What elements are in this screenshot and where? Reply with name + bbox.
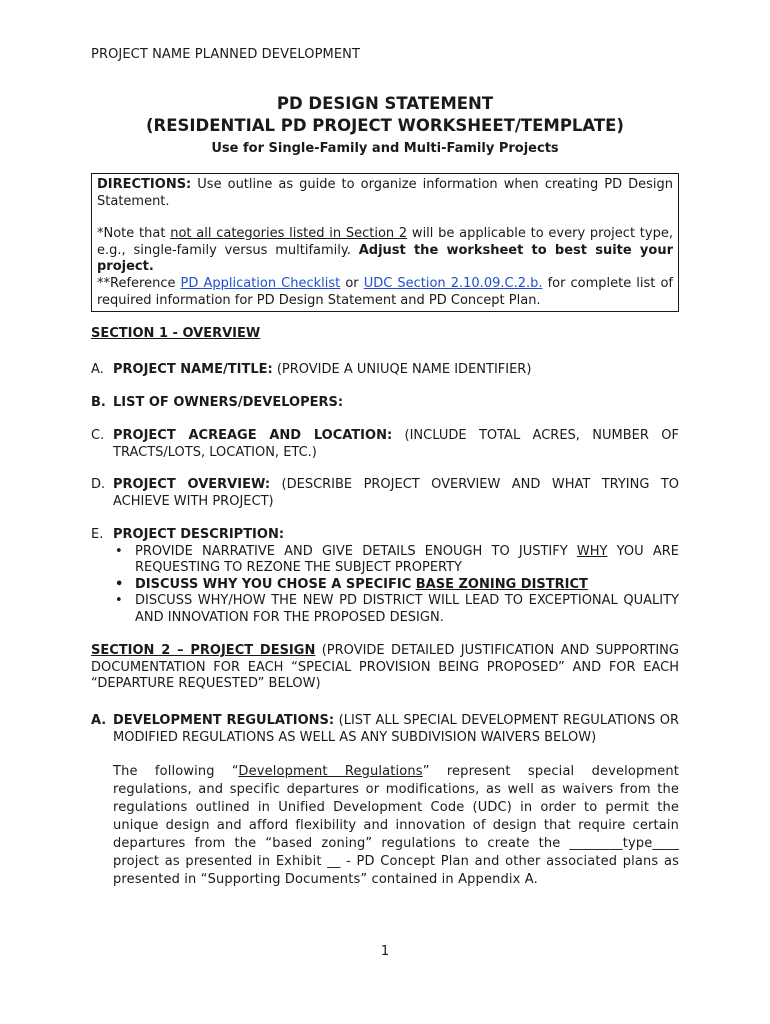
item-owners: B. LIST OF OWNERS/DEVELOPERS: — [91, 395, 344, 410]
directions-box — [91, 173, 679, 312]
regulations-paragraph: The following “Development Regulations” represent special development regulations, and specific departures or modifications, as well as waivers from the regulations outlined in Unified Development Code (UDC) in order to permit the unique design and afford flexibility and innovation of design that require certain departures from the “based zoning” regulations to create the ________type____ project as presented in Exhibit __ - PD Concept Plan and other associated plans as presented in “Supporting Documents” contained in Appendix A. — [113, 764, 679, 887]
document-subtitle: (RESIDENTIAL PD PROJECT WORKSHEET/TEMPLATE) — [146, 116, 624, 135]
directions-note: *Note that not all categories listed in Section 2 will be applicable to every project type, e.g., single-family versus multifamily. Adjust the worksheet to best suite your project. — [97, 226, 673, 275]
section-1-heading: SECTION 1 - OVERVIEW — [91, 326, 261, 341]
list-item: • DISCUSS WHY YOU CHOSE A SPECIFIC BASE ZONING DISTRICT — [115, 576, 588, 592]
item-description: E. PROJECT DESCRIPTION: • PROVIDE NARRATIVE AND GIVE DETAILS ENOUGH TO JUSTIFY WHY YOU ARE REQUESTING TO REZONE THE SUBJECT PROPERTY • DISCUSS WHY YOU CHOSE A SPECIFIC BASE ZONING DISTRICT • DISCUSS WHY/HOW THE NEW PD DISTRICT WILL LEAD TO EXCEPTIONAL QUALITY AND INNOVATION FOR THE PROPOSED DESIGN. — [91, 527, 679, 625]
item-overview: D. PROJECT OVERVIEW: (DESCRIBE PROJECT OVERVIEW AND WHAT TRYING TO ACHIEVE WITH PROJECT) — [91, 477, 680, 509]
directions-text: DIRECTIONS: Use outline as guide to organize information when creating PD Design Statement. — [97, 177, 673, 209]
page-number: 1 — [380, 944, 390, 959]
item-acreage: C. PROJECT ACREAGE AND LOCATION: (INCLUDE TOTAL ACRES, NUMBER OF TRACTS/LOTS, LOCATION, ETC.) — [91, 428, 679, 460]
section-2-heading: SECTION 2 – PROJECT DESIGN (PROVIDE DETAILED JUSTIFICATION AND SUPPORTING DOCUMENTATION FOR EACH “SPECIAL PROVISION BEING PROPOSED” AND FOR EACH “DEPARTURE REQUESTED” BELOW) — [91, 643, 679, 692]
item-development-regulations: A. DEVELOPMENT REGULATIONS: (LIST ALL SPECIAL DEVELOPMENT REGULATIONS OR MODIFIED REGULATIONS AS WELL AS ANY SUBDIVISION WAIVERS BELOW) — [91, 713, 679, 745]
udc-section-link[interactable]: UDC Section 2.10.09.C.2.b. — [363, 275, 543, 291]
title-block — [91, 93, 679, 157]
usage-note: Use for Single-Family and Multi-Family Projects — [211, 141, 559, 156]
list-item: • PROVIDE NARRATIVE AND GIVE DETAILS ENOUGH TO JUSTIFY WHY YOU ARE REQUESTING TO REZONE THE SUBJECT PROPERTY — [115, 543, 679, 576]
directions-reference: **Reference PD Application Checklist or UDC Section 2.10.09.C.2.b. for complete list of required information for PD Design Statement and PD Concept Plan. — [97, 275, 673, 308]
document-title: PD DESIGN STATEMENT — [276, 94, 494, 113]
description-bullets — [113, 544, 679, 627]
list-item: • DISCUSS WHY/HOW THE NEW PD DISTRICT WILL LEAD TO EXCEPTIONAL QUALITY AND INNOVATION FOR THE PROPOSED DESIGN. — [115, 593, 679, 625]
item-project-name: A. PROJECT NAME/TITLE: (PROVIDE A UNIUQE NAME IDENTIFIER) — [91, 362, 532, 377]
pd-application-checklist-link[interactable]: PD Application Checklist — [180, 275, 341, 291]
page-header: PROJECT NAME PLANNED DEVELOPMENT — [91, 47, 361, 62]
